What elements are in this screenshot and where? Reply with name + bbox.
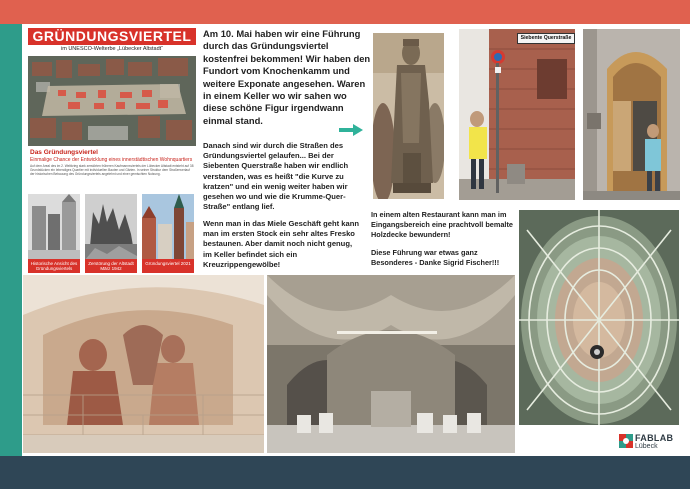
photo-painted-ceiling <box>519 210 679 425</box>
photo-fresco <box>23 275 264 453</box>
thanks-text: Diese Führung war etwas ganz Besonderes - Danke Sigrid Fischer!!! <box>371 248 500 267</box>
photo-wooden-figure <box>373 33 444 199</box>
flyer-photo-2021 <box>142 194 194 273</box>
streets-text: Danach sind wir durch die Straßen des Gründungsviertel gelaufen... Bei der Siebenten Querstraße haben wir endlich verstanden, was es heißt "die Kurve zu kratzen" und ein wenig weiter haben wir gesehen wo und wie die Krumme-Quer-Straße" entlang lief. <box>203 141 349 212</box>
bottom-color-bar <box>0 456 690 489</box>
fresco-text: Wenn man in das Miele Geschäft geht kann man im ersten Stock ein sehr altes Fresko bestaunen. Aber damit noch nicht genug, im Keller befindet sich ein Kreuzrippengewölbe! <box>203 219 359 269</box>
photo-street-sign <box>459 29 575 200</box>
flyer-caption-historic: Historische Ansicht des Gründungsviertels <box>28 259 80 273</box>
flyer-subheading: Einmalige Chance der Entwicklung eines innerstädtischen Wohnquartiers <box>30 157 193 163</box>
restaurant-text: In einem alten Restaurant kann man im Eingangsbereich eine prachtvoll bemalte Holzdecke bewundern! <box>371 210 513 239</box>
photo-building-entrance <box>583 29 680 200</box>
photo-cellar-vault <box>267 275 515 453</box>
arrow-right-icon <box>339 124 363 136</box>
fablab-logo-icon <box>619 434 633 450</box>
gruendungsviertel-flyer <box>28 28 196 273</box>
flyer-title: GRÜNDUNGSVIERTEL <box>28 28 196 45</box>
flyer-caption-2021: Gründungsviertel 2021 <box>142 259 194 273</box>
street-sign-label: Siebente Querstraße <box>517 33 575 44</box>
flyer-photo-historic <box>28 194 80 273</box>
left-color-bar <box>0 24 22 456</box>
flyer-heading: Das Gründungsviertel <box>30 149 98 156</box>
flyer-body-text: Auf dem Areal des im 2. Weltkrieg stark zerstörten früheren Kaufmannsviertels der Lübecker Altstadt entsteht auf 38 Grundstücken ein lebendiges Quartier mit individuellen Bauten und Gärten. In seiner Struktur dem Straßenverlauf der historischen Bebauung des Gründungsviertels angelehnt und einer gemischten Nutzung. <box>30 164 194 176</box>
flyer-caption-destruction: Zerstörung der Altstadt März 1942 <box>85 259 137 273</box>
flyer-subtitle: im UNESCO-Welterbe „Lübecker Altstadt“ <box>61 46 163 52</box>
flyer-aerial-map <box>28 56 196 146</box>
fablab-logo <box>619 432 681 453</box>
intro-text: Am 10. Mai haben wir eine Führung durch das Gründungsviertel kostenfrei bekommen! Wir haben den Fundort vom Knochenkamm und weitere Exponate angesehen. Waren in einem Keller wo wir sahen wo diese schöne Figur irgendwann einmal stand. <box>203 28 371 126</box>
flyer-photo-destruction <box>85 194 137 273</box>
fablab-logo-city: Lübeck <box>635 443 658 450</box>
fablab-logo-name: FABLAB <box>635 433 674 443</box>
top-color-bar <box>0 0 690 24</box>
